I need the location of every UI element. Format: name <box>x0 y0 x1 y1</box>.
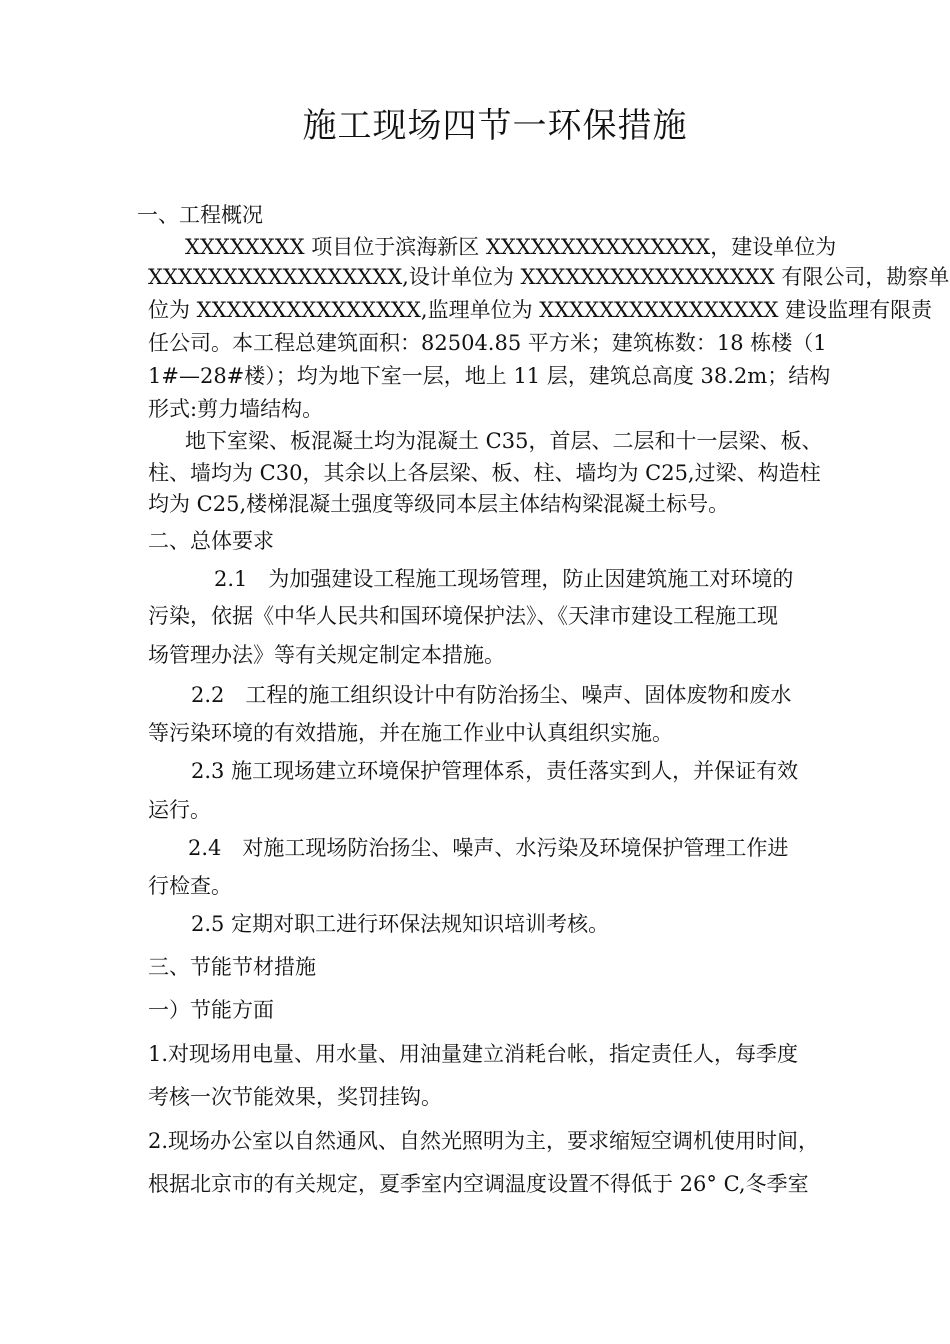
paragraph-line: 任公司。本工程总建筑面积：82504.85 平方米；建筑栋数：18 栋楼（1 <box>148 331 827 355</box>
section-heading: 三、节能节材措施 <box>148 955 316 979</box>
paragraph-line: 行检查。 <box>148 874 232 898</box>
section-heading: 一、工程概况 <box>137 203 263 227</box>
paragraph-line: 柱、墙均为 C30，其余以上各层梁、板、柱、墙均为 C25,过梁、构造柱 <box>148 461 821 485</box>
paragraph-line: 1#—28#楼）；均为地下室一层，地上 11 层，建筑总高度 38.2m；结构 <box>148 364 831 388</box>
paragraph-line: 2.3 施工现场建立环境保护管理体系，责任落实到人，并保证有效 <box>191 759 799 783</box>
subsection-heading: 一）节能方面 <box>148 998 274 1022</box>
paragraph-line: XXXXXXXX 项目位于滨海新区 XXXXXXXXXXXXXXX，建设单位为 <box>185 235 837 259</box>
paragraph-line: 2.1 为加强建设工程施工现场管理，防止因建筑施工对环境的 <box>214 567 794 591</box>
paragraph-line: 地下室梁、板混凝土均为混凝土 C35，首层、二层和十一层梁、板、 <box>185 429 823 453</box>
paragraph-line: 2.5 定期对职工进行环保法规知识培训考核。 <box>191 912 610 936</box>
paragraph-line: 形式:剪力墙结构。 <box>148 397 324 421</box>
paragraph-line: 运行。 <box>148 798 211 822</box>
paragraph-line: 根据北京市的有关规定，夏季室内空调温度设置不得低于 26° C,冬季室 <box>148 1172 809 1196</box>
paragraph-line: 2.2 工程的施工组织设计中有防治扬尘、噪声、固体废物和废水 <box>191 683 792 707</box>
paragraph-line: 等污染环境的有效措施，并在施工作业中认真组织实施。 <box>148 721 673 745</box>
paragraph-line: 2.4 对施工现场防治扬尘、噪声、水污染及环境保护管理工作进 <box>188 836 789 860</box>
paragraph-line: 2.现场办公室以自然通风、自然光照明为主，要求缩短空调机使用时间， <box>148 1129 820 1153</box>
paragraph-line: XXXXXXXXXXXXXXXXX,设计单位为 XXXXXXXXXXXXXXXXX 有限公司，勘察单 <box>148 265 950 289</box>
paragraph-line: 污染，依据《中华人民共和国环境保护法》、《天津市建设工程施工现 <box>148 604 778 628</box>
paragraph-line: 1.对现场用电量、用水量、用油量建立消耗台帐，指定责任人，每季度 <box>148 1042 799 1066</box>
paragraph-line: 均为 C25,楼梯混凝土强度等级同本层主体结构梁混凝土标号。 <box>148 492 730 516</box>
paragraph-line: 场管理办法》等有关规定制定本措施。 <box>148 643 505 667</box>
paragraph-line: 考核一次节能效果，奖罚挂钩。 <box>148 1085 442 1109</box>
paragraph-line: 位为 XXXXXXXXXXXXXXX,监理单位为 XXXXXXXXXXXXXXXX 建设监理有限责 <box>148 298 933 322</box>
section-heading: 二、总体要求 <box>148 529 274 553</box>
document-title: 施工现场四节一环保措施 <box>302 106 688 146</box>
